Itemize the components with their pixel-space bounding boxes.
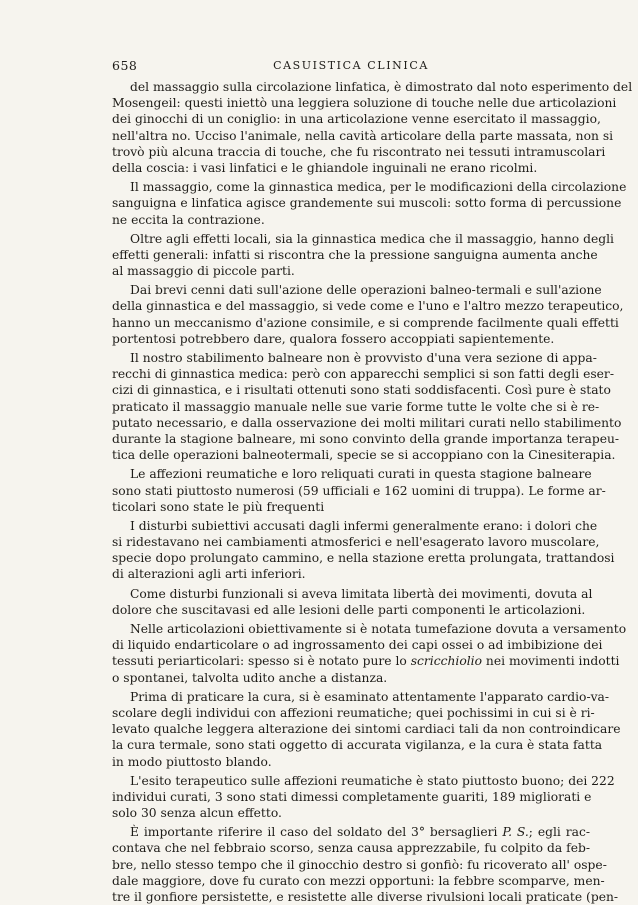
paragraph <box>112 621 627 686</box>
text-line: putato necessario, e dalla osservazione dei molti militari curati nello stabilimento <box>112 415 622 430</box>
paragraph <box>112 179 627 228</box>
text-line: Mosengeil: questi iniettò una leggiera soluzione di touche nelle due articolazioni <box>112 96 617 111</box>
text-line: di alterazioni agli arti inferiori. <box>112 567 306 582</box>
text-line: portentosi potrebbero dare, qualora fossero accoppiati sapientemente. <box>112 331 555 346</box>
text-line: Le affezioni reumatiche e loro reliquati curati in questa stagione balneare <box>130 467 592 482</box>
text-line: Dai brevi cenni dati sull'azione delle operazioni balneo-termali e sull'azione <box>130 283 602 298</box>
text-line: tica delle operazioni balneotermali, specie se si accoppiano con la Cinesiterapia. <box>112 448 616 463</box>
paragraph <box>112 689 621 770</box>
text-line: la cura termale, sono stati oggetto di accurata vigilanza, e la cura è stata fatta <box>112 738 603 753</box>
text-line: ticolari sono state le più frequenti <box>112 499 325 514</box>
paragraph <box>112 824 619 905</box>
text-line: trovò più alcuna traccia di touche, che fu riscontrato nei tessuti intramuscolari <box>112 144 606 159</box>
text-line: levato qualche leggera alterazione dei sintomi cardiaci tali da non controindicare <box>112 722 621 737</box>
body-text <box>112 79 633 905</box>
text-line: Il nostro stabilimento balneare non è provvisto d'una vera sezione di appa- <box>130 351 597 365</box>
text-line: Prima di praticare la cura, si è esaminato attentamente l'apparato cardio-va- <box>130 689 610 704</box>
text-line: o spontanei, talvolta udito anche a distanza. <box>112 670 388 685</box>
text-line: scolare degli individui con affezioni reumatiche; quei pochissimi in cui si è ri- <box>112 705 595 720</box>
text-line: bre, nello stesso tempo che il ginocchio destro si gonfiò: fu ricoverato all' ospe- <box>112 857 607 872</box>
page-header <box>112 58 590 78</box>
paragraph <box>112 350 622 463</box>
text-line: della coscia: i vasi linfatici e le ghiandole inguinali ne erano ricolmi. <box>112 160 538 175</box>
paragraph <box>112 231 614 280</box>
text-line: tre il gonfiore persistette, e resistette alle diverse rivulsioni locali praticate (pen- <box>112 890 619 904</box>
text-line: ne eccita la contrazione. <box>112 212 265 227</box>
paragraph <box>112 586 593 618</box>
text-line: dale maggiore, dove fu curato con mezzi opportuni: la febbre scomparve, men- <box>112 873 605 888</box>
text-line: dei ginocchi di un coniglio: in una articolazione venne esercitato il massaggio, <box>112 112 601 127</box>
text-line: individui curati, 3 sono stati dimessi completamente guariti, 189 migliorati e <box>112 789 592 804</box>
text-line: hanno un meccanismo d'azione consimile, e si comprende facilmente quali effetti <box>112 315 619 330</box>
text-line: Il massaggio, come la ginnastica medica, per le modificazioni della circolazione <box>130 180 627 195</box>
text-line: specie dopo prolungato cammino, e nella stazione eretta prolungata, trattandosi <box>112 551 615 566</box>
text-line: Come disturbi funzionali si aveva limitata libertà dei movimenti, dovuta al <box>130 586 593 601</box>
text-line: durante la stagione balneare, mi sono convinto della grande importanza terapeu- <box>112 431 620 446</box>
text-line: I disturbi subiettivi accusati dagli infermi generalmente erano: i dolori che <box>130 518 598 533</box>
text-line: in modo piuttosto blando. <box>112 754 272 769</box>
text-line: dolore che suscitavasi ed alle lesioni delle parti componenti le articolazioni. <box>112 602 586 617</box>
text-line: Oltre agli effetti locali, sia la ginnastica medica che il massaggio, hanno degli <box>130 231 614 246</box>
text-line: nell'altra no. Ucciso l'animale, nella cavità articolare della parte massata, non si <box>112 128 614 143</box>
page-number: 658 <box>112 58 138 73</box>
paragraph <box>112 466 606 515</box>
text-line: effetti generali: infatti si riscontra che la pressione sanguigna aumenta anche <box>112 247 598 262</box>
text-line: cizi di ginnastica, e i risultati ottenuti sono stati soddisfacenti. Così pure è stato <box>112 383 611 398</box>
text-line: sanguigna e linfatica agisce grandemente sui muscoli: sotto forma di percussione <box>112 196 622 211</box>
text-line: Nelle articolazioni obiettivamente si è notata tumefazione dovuta a versamento <box>130 622 627 636</box>
text-line: contava che nel febbraio scorso, senza causa apprezzabile, fu colpito da feb- <box>112 841 590 856</box>
paragraph <box>112 79 633 176</box>
text-line: solo 30 senza alcun effetto. <box>112 806 282 821</box>
paragraph <box>112 282 624 347</box>
text-line: recchi di ginnastica medica: però con apparecchi semplici si son fatti degli eser- <box>112 367 614 382</box>
text-line: di liquido endarticolare o ad ingrossamento dei capi ossei o ad imbibizione dei <box>112 638 603 653</box>
text-line: sono stati piuttosto numerosi (59 ufficiali e 162 uomini di truppa). Le forme ar- <box>112 483 606 498</box>
text-line: praticato il massaggio manuale nelle sue varie forme tutte le volte che si è re- <box>112 399 600 414</box>
text-line: L'esito terapeutico sulle affezioni reumatiche è stato piuttosto buono; dei 222 <box>130 773 615 788</box>
paragraph <box>112 773 615 822</box>
text-line: della ginnastica e del massaggio, si vede come e l'uno e l'altro mezzo terapeutico, <box>112 299 624 314</box>
paragraph <box>112 518 615 583</box>
running-title: CASUISTICA CLINICA <box>273 59 429 72</box>
text-line: del massaggio sulla circolazione linfatica, è dimostrato dal noto esperimento del <box>130 80 633 94</box>
text-line: al massaggio di piccole parti. <box>112 264 295 279</box>
text-line: tessuti periarticolari: spesso si è notato pure lo scricchiolio nei movimenti indotti <box>112 654 620 669</box>
text-line: si ridestavano nei cambiamenti atmosferici e nell'esagerato lavoro muscolare, <box>112 535 600 550</box>
text-line: È importante riferire il caso del soldato del 3° bersaglieri P. S.; egli rac- <box>130 825 590 840</box>
